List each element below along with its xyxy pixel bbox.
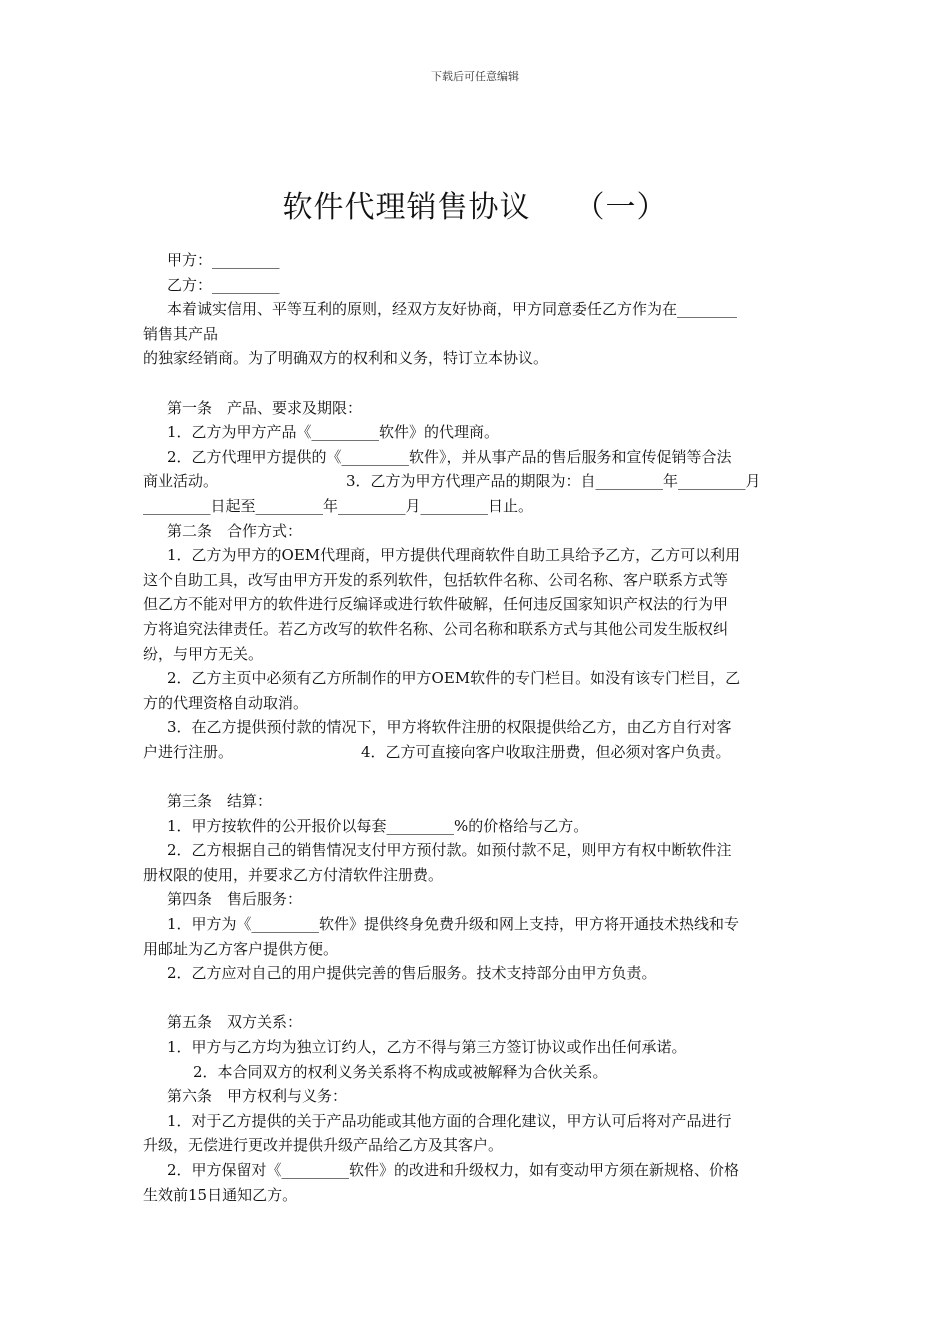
article-1-item-tail: 商业活动。 (143, 472, 219, 491)
party-b-line: 乙方：_________ (167, 275, 280, 294)
article-3-heading: 第三条 结算： (167, 792, 273, 811)
article-1-item-continued: _________日起至_________年_________月_________日止。 (143, 496, 534, 515)
article-5-item: 1．甲方与乙方均为独立订约人，乙方不得与第三方签订协议或作出任何承诺。 (167, 1038, 687, 1056)
article-2-para-line: 但乙方不能对甲方的软件进行反编译或进行软件破解，任何违反国家知识产权法的行为甲 (143, 595, 729, 614)
document-body (143, 248, 808, 1207)
document-title (0, 182, 950, 226)
intro-line: 销售其产品 (143, 324, 219, 343)
article-5-item: 2．本合同双方的权利义务关系将不构成或被解释为合伙关系。 (193, 1062, 608, 1081)
article-6-item: 生效前15日通知乙方。 (143, 1185, 298, 1204)
article-2-para-line: 这个自助工具，改写由甲方开发的系列软件，包括软件名称、公司名称、客户联系方式等 (143, 570, 729, 589)
article-6-heading: 第六条 甲方权利与义务： (167, 1087, 348, 1106)
article-6-item: 1．对于乙方提供的关于产品功能或其他方面的合理化建议，甲方认可后将对产品进行 (167, 1111, 732, 1130)
article-1-item: 3．乙方为甲方代理产品的期限为：自_________年_________月 (346, 472, 761, 491)
article-2-para-line: 方将追究法律责任。若乙方改写的软件名称、公司名称和联系方式与其他公司发生版权纠 (143, 619, 729, 638)
article-3-item: 2．乙方根据自己的销售情况支付甲方预付款。如预付款不足，则甲方有权中断软件注 (167, 841, 732, 860)
article-5-heading: 第五条 双方关系： (167, 1013, 303, 1032)
article-4-item: 用邮址为乙方客户提供方便。 (143, 939, 339, 958)
article-2-para-tail: 户进行注册。 (143, 742, 234, 761)
article-4-item: 2．乙方应对自己的用户提供完善的售后服务。技术支持部分由甲方负责。 (167, 964, 657, 983)
article-1-item: 1．乙方为甲方产品《_________软件》的代理商。 (167, 423, 500, 442)
intro-line: 的独家经销商。为了明确双方的权利和义务，特订立本协议。 (143, 349, 549, 368)
intro-line: 本着诚实信用、平等互利的原则，经双方友好协商，甲方同意委任乙方作为在________ (167, 300, 738, 319)
title-main: 软件代理销售协议 (282, 190, 531, 225)
article-3-item: 1．甲方按软件的公开报价以每套_________%的价格给与乙方。 (167, 816, 589, 835)
page-header-note: 下载后可任意编辑 (431, 70, 519, 83)
article-2-para-line: 2．乙方主页中必须有乙方所制作的甲方OEM软件的专门栏目。如没有该专门栏目，乙 (167, 669, 741, 688)
party-a-line: 甲方：_________ (167, 251, 280, 269)
article-6-item: 2．甲方保留对《_________软件》的改进和升级权力，如有变动甲方须在新规格、价格 (167, 1160, 740, 1179)
article-1-item: 2．乙方代理甲方提供的《_________软件》，并从事产品的售后服务和宣传促销等合法 (167, 447, 732, 466)
article-1-heading: 第一条 产品、要求及期限： (167, 398, 363, 417)
article-2-para-4: 4．乙方可直接向客户收取注册费，但必须对客户负责。 (361, 742, 731, 761)
article-4-item: 1．甲方为《_________软件》提供终身免费升级和网上支持，甲方将开通技术热线和专 (167, 915, 740, 934)
article-2-para-line: 方的代理资格自动取消。 (143, 693, 309, 712)
article-1-item-continued (143, 469, 808, 494)
article-2-para-line-combined (143, 740, 808, 765)
article-2-heading: 第二条 合作方式： (167, 521, 303, 540)
article-2-para-line: 纷，与甲方无关。 (143, 644, 264, 663)
title-suffix: （一） (574, 190, 668, 225)
article-2-para-line: 3．在乙方提供预付款的情况下，甲方将软件注册的权限提供给乙方，由乙方自行对客 (167, 718, 732, 737)
article-4-heading: 第四条 售后服务： (167, 890, 303, 909)
article-3-item: 册权限的使用，并要求乙方付清软件注册费。 (143, 865, 444, 884)
article-2-para-line: 1．乙方为甲方的OEM代理商，甲方提供代理商软件自助工具给予乙方，乙方可以利用 (167, 546, 741, 565)
article-6-item: 升级，无偿进行更改并提供升级产品给乙方及其客户。 (143, 1136, 504, 1155)
